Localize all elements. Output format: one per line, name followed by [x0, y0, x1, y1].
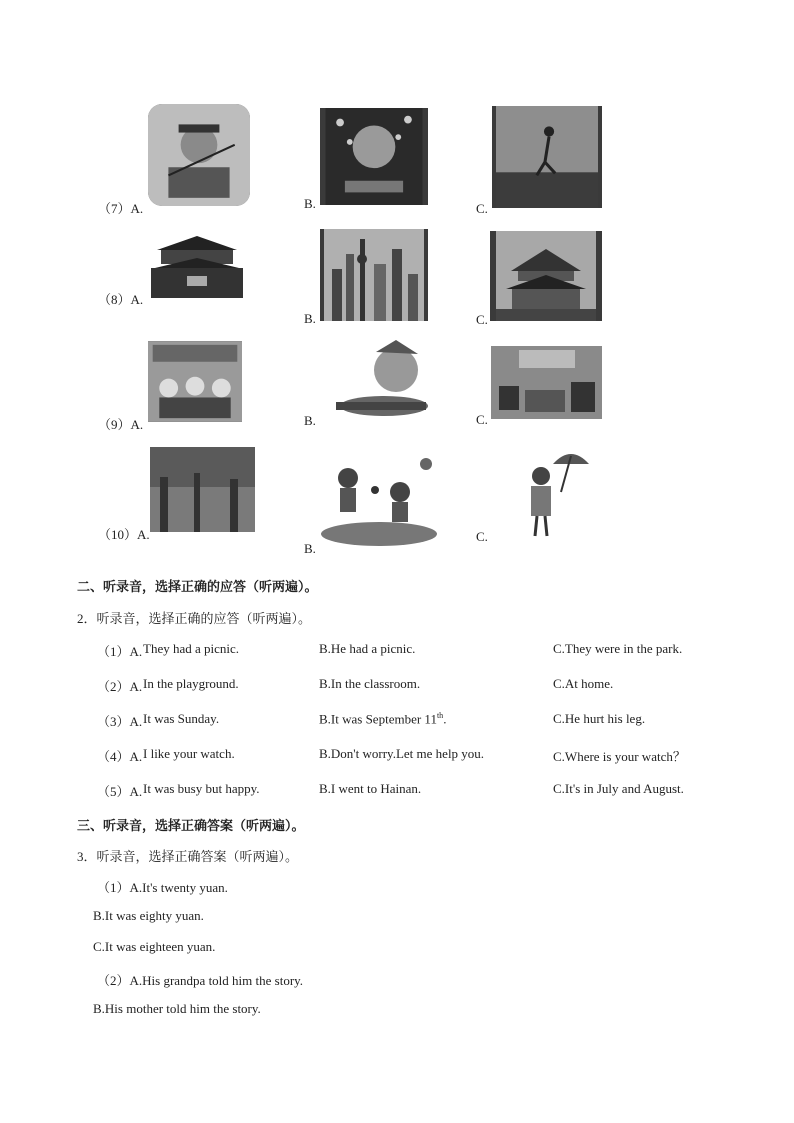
- s2-item3-option-b-text: B.It was September 11: [319, 711, 437, 727]
- girl-cooking-image: [326, 340, 436, 422]
- s3-line-2[interactable]: B.It was eighty yuan.: [93, 908, 204, 923]
- q7-picture-a[interactable]: [148, 104, 250, 206]
- s2-item5-option-a[interactable]: It was busy but happy.: [143, 781, 260, 796]
- s2-item1-option-a[interactable]: They had a picnic.: [143, 641, 240, 656]
- q10-label-a: （10）A.: [98, 527, 150, 542]
- q7-label-b: B.: [304, 196, 316, 211]
- fisherman-image: [148, 104, 250, 206]
- s2-item3-num: （3）A.: [97, 714, 143, 729]
- kids-playing-ball-image: [318, 450, 440, 548]
- q10-picture-a[interactable]: [150, 447, 255, 532]
- q8-picture-a[interactable]: [146, 232, 248, 300]
- q7-picture-c[interactable]: [492, 106, 602, 208]
- s2-item1-num: （1）A.: [97, 644, 143, 659]
- q10-label-b: B.: [304, 541, 316, 556]
- s2-item1-option-b[interactable]: B.He had a picnic.: [319, 641, 416, 656]
- section2-header: 二、听录音，选择正确的应答（听两遍）。: [77, 580, 318, 595]
- mooncake-festival-image: [320, 108, 428, 205]
- s2-item1-option-c[interactable]: C.They were in the park.: [553, 641, 683, 656]
- s2-item5-option-c[interactable]: C.It's in July and August.: [553, 781, 684, 796]
- q9-label-b: B.: [304, 413, 316, 428]
- q10-picture-c[interactable]: [509, 446, 591, 540]
- s3-line-5[interactable]: B.His mother told him the story.: [93, 1001, 261, 1016]
- s2-item2-option-c[interactable]: C.At home.: [553, 676, 614, 691]
- q8-picture-b[interactable]: [320, 229, 428, 321]
- s2-item3-option-c[interactable]: C.He hurt his leg.: [553, 711, 646, 726]
- skyline-image: [320, 229, 428, 321]
- s2-item5-num: （5）A.: [97, 784, 143, 799]
- s2-item4-num: （4）A.: [97, 749, 143, 764]
- s3-line-4[interactable]: （2）A.His grandpa told him the story.: [97, 973, 304, 988]
- s2-item5-option-b[interactable]: B.I went to Hainan.: [319, 781, 422, 796]
- q10-label-c: C.: [476, 529, 488, 544]
- birthday-party-image: [148, 341, 242, 422]
- s2-item3-option-b-sup: th: [436, 711, 444, 720]
- s2-item2-num: （2）A.: [97, 679, 143, 694]
- s3-line-3[interactable]: C.It was eighteen yuan.: [93, 939, 216, 954]
- q8-picture-c[interactable]: [490, 231, 602, 321]
- s2-item4-option-c[interactable]: C.Where is your watch？: [553, 749, 686, 764]
- q8-label-c: C.: [476, 312, 488, 327]
- q9-label-c: C.: [476, 412, 488, 427]
- festival-food-image: [491, 346, 602, 419]
- q9-picture-b[interactable]: [326, 340, 436, 422]
- q9-label-a: （9）A.: [98, 417, 144, 432]
- q10-picture-b[interactable]: [318, 450, 440, 548]
- s2-item3-option-a[interactable]: It was Sunday.: [143, 711, 220, 726]
- q7-picture-b[interactable]: [320, 108, 428, 205]
- section2-question: 2．听录音，选择正确的应答（听两遍）。: [77, 611, 312, 626]
- q8-label-a: （8）A.: [98, 292, 144, 307]
- q9-picture-c[interactable]: [491, 346, 602, 419]
- section3-question: 3．听录音，选择正确答案（听两遍）。: [77, 849, 299, 864]
- running-in-rain-image: [492, 106, 602, 208]
- s2-item3-option-b[interactable]: [319, 711, 446, 727]
- q9-picture-a[interactable]: [148, 341, 242, 422]
- q7-label-a: （7）A.: [98, 201, 144, 216]
- s2-item2-option-b[interactable]: B.In the classroom.: [319, 676, 421, 691]
- s2-item3-option-b-tail: .: [443, 711, 447, 727]
- q7-label-c: C.: [476, 201, 488, 216]
- forest-image: [150, 447, 255, 532]
- q8-label-b: B.: [304, 311, 316, 326]
- tiananmen-image: [146, 232, 248, 300]
- s2-item2-option-a[interactable]: In the playground.: [143, 676, 239, 691]
- s2-item4-option-b[interactable]: B.Don't worry.Let me help you.: [319, 746, 485, 761]
- s3-line-1[interactable]: （1）A.It's twenty yuan.: [97, 880, 228, 895]
- section3-header: 三、听录音，选择正确答案（听两遍）。: [77, 819, 305, 834]
- temple-image: [490, 231, 602, 321]
- girl-umbrella-image: [509, 446, 591, 540]
- s2-item4-option-a[interactable]: I like your watch.: [143, 746, 235, 761]
